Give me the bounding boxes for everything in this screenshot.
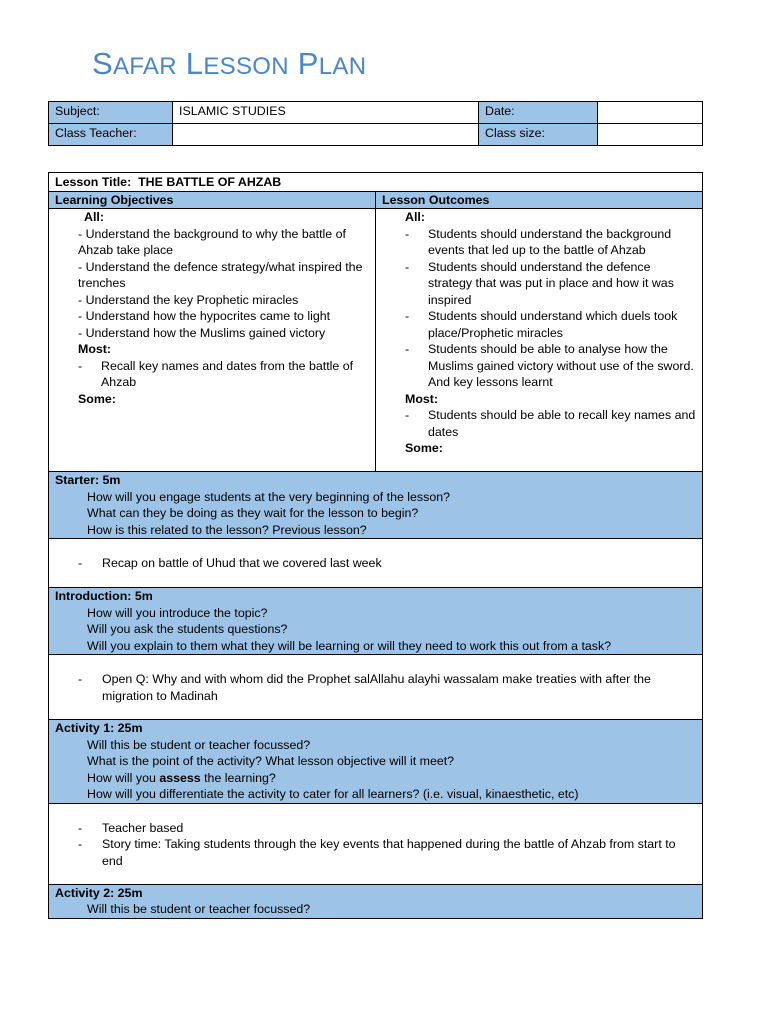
outcome-item: - Students should understand the defence strategy that was put in place and how it was inspired	[405, 259, 674, 307]
activity1-answer: - Teacher based	[78, 820, 184, 835]
starter-prompt-cell	[49, 472, 703, 539]
activity1-prompt-cell	[49, 720, 703, 804]
date-label: Date:	[479, 102, 598, 124]
introduction-heading: Introduction: 5m	[55, 589, 153, 603]
starter-prompt: How will you engage students at the very beginning of the lesson?	[87, 489, 451, 504]
objectives-most-label: Most:	[78, 342, 112, 356]
introduction-prompt: How will you introduce the topic?	[87, 605, 268, 620]
outcome-most-item: - Students should be able to recall key names and dates	[405, 408, 696, 439]
teacher-label: Class Teacher:	[49, 124, 173, 146]
lesson-title-value: THE BATTLE OF AHZAB	[138, 175, 282, 189]
activity1-prompt: How will you differentiate the activity to cater for all learners? (i.e. visual, kinaesthetic, etc)	[87, 787, 579, 801]
starter-prompt: What can they be doing as they wait for the lesson to begin?	[87, 506, 419, 520]
subject-value: ISLAMIC STUDIES	[173, 102, 479, 124]
outcomes-all-label: All:	[405, 210, 425, 224]
subject-label: Subject:	[49, 102, 173, 124]
header-table	[48, 101, 703, 146]
objective-item: - Understand how the hypocrites came to light	[78, 309, 331, 323]
activity1-prompt: How will you assess the learning?	[87, 770, 276, 785]
lesson-table	[48, 172, 703, 919]
outcomes-cell	[376, 209, 703, 472]
objectives-header: Learning Objectives	[49, 191, 376, 209]
teacher-value	[173, 124, 479, 146]
activity1-prompt: What is the point of the activity? What lesson objective will it meet?	[87, 754, 455, 768]
starter-answer: - Recap on battle of Uhud that we covered last week	[78, 556, 382, 570]
starter-prompt: How is this related to the lesson? Previous lesson?	[87, 522, 367, 537]
outcomes-most-label: Most:	[405, 391, 439, 406]
date-value	[598, 102, 703, 124]
introduction-prompt-cell	[49, 588, 703, 655]
activity1-answer: - Story time: Taking students through the key events that happened during the battle of Ahzab from start to end	[78, 837, 676, 868]
activity2-prompt: Will this be student or teacher focussed?	[87, 902, 311, 916]
objectives-some-label: Some:	[78, 391, 116, 406]
objective-item: - Understand the background to why the battle of Ahzab take place	[78, 226, 346, 257]
activity2-prompt-cell	[49, 884, 703, 918]
objective-most-item: - Recall key names and dates from the battle of Ahzab	[78, 358, 354, 389]
introduction-prompt: Will you explain to them what they will be learning or will they need to work this out from a task?	[87, 638, 612, 653]
outcomes-header: Lesson Outcomes	[376, 191, 703, 209]
activity1-heading: Activity 1: 25m	[55, 721, 143, 735]
class-size-label: Class size:	[479, 124, 598, 146]
lesson-title-cell	[49, 173, 703, 192]
objectives-all-label: All:	[84, 210, 104, 224]
lesson-title-label: Lesson Title:	[55, 175, 132, 189]
objective-item: - Understand the key Prophetic miracles	[78, 292, 299, 307]
starter-heading: Starter: 5m	[55, 473, 121, 487]
activity2-heading: Activity 2: 25m	[55, 885, 143, 900]
activity1-answer-cell	[49, 803, 703, 884]
starter-answer-cell	[49, 539, 703, 588]
introduction-prompt: Will you ask the students questions?	[87, 622, 288, 636]
objective-item: - Understand the defence strategy/what inspired the trenches	[78, 259, 363, 290]
outcome-item: - Students should be able to analyse how the Muslims gained victory without use of the sword. And key lessons learnt	[405, 342, 694, 389]
objectives-cell	[49, 209, 376, 472]
class-size-value	[598, 124, 703, 146]
activity1-prompt: Will this be student or teacher focussed?	[87, 737, 311, 752]
introduction-answer-cell	[49, 655, 703, 720]
outcome-item: - Students should understand the background events that led up to the battle of Ahzab	[405, 226, 672, 257]
outcomes-some-label: Some:	[405, 441, 443, 455]
outcome-item: - Students should understand which duels took place/Prophetic miracles	[405, 309, 678, 340]
page-title: SAFAR LESSON PLAN	[92, 46, 367, 81]
objective-item: - Understand how the Muslims gained victory	[78, 325, 326, 340]
introduction-answer: - Open Q: Why and with whom did the Prophet salAllahu alayhi wassalam make treaties with after the migration to Madinah	[78, 672, 651, 703]
